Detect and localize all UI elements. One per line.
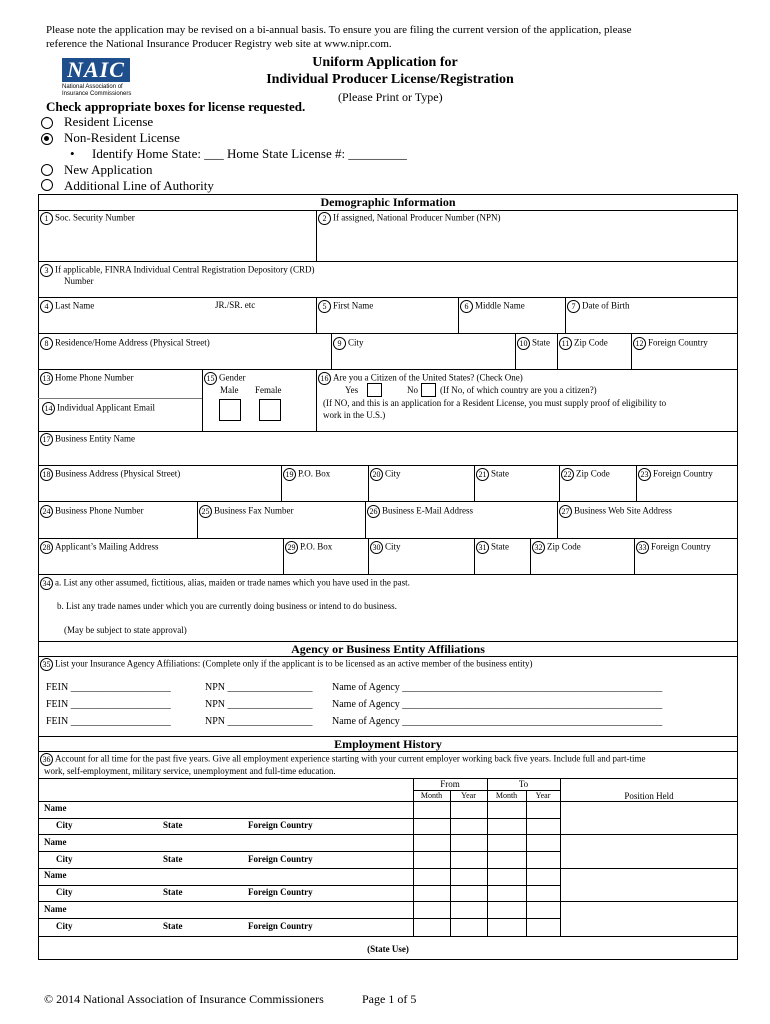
suffix-label: JR./SR. etc — [215, 300, 256, 310]
form-subtitle: (Please Print or Type) — [338, 90, 443, 104]
residence-zip-field[interactable]: 11 Zip Code — [559, 337, 608, 350]
business-fax-field[interactable]: 25 Business Fax Number — [199, 505, 294, 518]
to-month-header: Month — [495, 791, 518, 800]
new-application-radio[interactable] — [41, 164, 53, 176]
notice-line-2: reference the National Insurance Producer Registry web site at www.nipr.com. — [46, 38, 392, 50]
agency-fein-3[interactable]: FEIN ____________________ — [46, 716, 171, 727]
employer-country-2[interactable]: Foreign Country — [248, 854, 313, 864]
other-names-field[interactable]: 34 a. List any other assumed, fictitious, alias, maiden or trade names which you have used in the past. — [40, 577, 410, 590]
naic-logo-subtitle-2: Insurance Commissioners — [62, 91, 132, 97]
citizen-yes-label: Yes — [345, 385, 359, 395]
from-year-header: Year — [461, 791, 476, 800]
additional-loa-radio[interactable] — [41, 179, 53, 191]
agency-name-1[interactable]: Name of Agency ____________________________________________________ — [332, 682, 663, 693]
home-phone-field[interactable]: 13 Home Phone Number — [40, 372, 134, 385]
employer-city-2[interactable]: City — [56, 854, 73, 864]
mailing-zip-field[interactable]: 32 Zip Code — [532, 541, 581, 554]
citizen-yes-checkbox[interactable] — [367, 383, 382, 397]
business-entity-name-field[interactable]: 17 Business Entity Name — [40, 433, 135, 446]
business-address-field[interactable]: 18 Business Address (Physical Street) — [40, 468, 180, 481]
mailing-city-field[interactable]: 30 City — [370, 541, 401, 554]
employer-city-3[interactable]: City — [56, 887, 73, 897]
employer-country-4[interactable]: Foreign Country — [248, 921, 313, 931]
residence-state-field[interactable]: 10 State — [517, 337, 550, 350]
business-country-field[interactable]: 23 Foreign Country — [638, 468, 713, 481]
state-approval-note: (May be subject to state approval) — [64, 625, 187, 635]
notice-line-1: Please note the application may be revised on a bi-annual basis. To ensure you are filing the current version of the application, please — [46, 24, 632, 36]
agency-affiliations-instructions: 35 List your Insurance Agency Affiliations: (Complete only if the applicant is to be licensed as an active member of the business entity) — [40, 658, 532, 671]
non-resident-license-radio[interactable] — [41, 133, 53, 145]
mailing-country-field[interactable]: 33 Foreign Country — [636, 541, 711, 554]
citizenship-country-label: (If No, of which country are you a citizen?) — [440, 385, 597, 395]
last-name-field[interactable]: 4 Last Name — [40, 300, 94, 313]
ssn-field[interactable]: 1 Soc. Security Number — [40, 212, 135, 225]
employer-country-3[interactable]: Foreign Country — [248, 887, 313, 897]
employment-instructions: 36 Account for all time for the past five years. Give all employment experience starting with your current employer working back five years. Include full and part-time — [40, 753, 646, 766]
employer-name-1[interactable]: Name — [44, 803, 67, 813]
middle-name-field[interactable]: 6 Middle Name — [460, 300, 525, 313]
employer-name-4[interactable]: Name — [44, 904, 67, 914]
gender-male-label: Male — [220, 385, 239, 395]
state-use-label: (State Use) — [367, 944, 409, 954]
date-of-birth-field[interactable]: 7 Date of Birth — [567, 300, 630, 313]
business-email-field[interactable]: 26 Business E-Mail Address — [367, 505, 473, 518]
first-name-field[interactable]: 5 First Name — [318, 300, 373, 313]
npn-field[interactable]: 2 If assigned, National Producer Number (NPN) — [318, 212, 500, 225]
residence-city-field[interactable]: 9 City — [333, 337, 364, 350]
employer-country-1[interactable]: Foreign Country — [248, 820, 313, 830]
citizen-no-label: No — [407, 385, 418, 395]
citizenship-note-2: work in the U.S.) — [323, 410, 386, 420]
mailing-address-field[interactable]: 28 Applicant’s Mailing Address — [40, 541, 159, 554]
form-title-1: Uniform Application for — [312, 55, 458, 70]
citizenship-note-1: (If NO, and this is an application for a Resident License, you must supply proof of eligibility to — [323, 398, 667, 408]
business-zip-field[interactable]: 22 Zip Code — [561, 468, 610, 481]
mailing-state-field[interactable]: 31 State — [476, 541, 509, 554]
naic-logo-mark: NAIC — [62, 58, 130, 82]
agency-fein-1[interactable]: FEIN ____________________ — [46, 682, 171, 693]
business-state-field[interactable]: 21 State — [476, 468, 509, 481]
to-year-header: Year — [535, 791, 551, 800]
check-instructions: Check appropriate boxes for license requested. — [46, 99, 306, 114]
employer-state-3[interactable]: State — [163, 887, 183, 897]
business-phone-field[interactable]: 24 Business Phone Number — [40, 505, 144, 518]
employment-instructions-2: work, self-employment, military service, unemployment and full-time education. — [44, 766, 336, 776]
demographic-heading: Demographic Information — [320, 195, 456, 209]
copyright-notice: © 2014 National Association of Insurance Commissioners — [44, 992, 324, 1006]
business-website-field[interactable]: 27 Business Web Site Address — [559, 505, 672, 518]
gender-female-label: Female — [255, 385, 282, 395]
employer-state-4[interactable]: State — [163, 921, 183, 931]
additional-loa-label: Additional Line of Authority — [64, 178, 214, 193]
citizen-no-checkbox[interactable] — [421, 383, 436, 397]
employer-state-1[interactable]: State — [163, 820, 183, 830]
employer-state-2[interactable]: State — [163, 854, 183, 864]
agency-fein-2[interactable]: FEIN ____________________ — [46, 699, 171, 710]
residence-address-field[interactable]: 8 Residence/Home Address (Physical Street) — [40, 337, 210, 350]
employer-city-1[interactable]: City — [56, 820, 73, 830]
naic-logo-subtitle-1: National Association of — [62, 84, 123, 90]
employment-heading: Employment History — [334, 737, 442, 751]
business-city-field[interactable]: 20 City — [370, 468, 401, 481]
gender-label: 15 Gender — [204, 372, 246, 385]
application-form-frame — [38, 194, 738, 937]
new-application-label: New Application — [64, 162, 153, 177]
from-month-header: Month — [420, 791, 443, 800]
agency-npn-1[interactable]: NPN _________________ — [205, 682, 313, 693]
position-held-header: Position Held — [624, 791, 674, 801]
agency-name-3[interactable]: Name of Agency ____________________________________________________ — [332, 716, 663, 727]
agency-name-2[interactable]: Name of Agency ____________________________________________________ — [332, 699, 663, 710]
citizenship-question: 16 Are you a Citizen of the United States? (Check One) — [318, 372, 523, 385]
from-header: From — [440, 779, 460, 789]
non-resident-license-label: Non-Resident License — [64, 130, 180, 145]
agency-heading: Agency or Business Entity Affiliations — [291, 642, 485, 656]
crd-field[interactable]: 3 If applicable, FINRA Individual Central Registration Depository (CRD) — [40, 264, 314, 277]
gender-female-checkbox[interactable] — [259, 399, 281, 421]
mailing-po-box-field[interactable]: 29 P.O. Box — [285, 541, 332, 554]
employer-name-2[interactable]: Name — [44, 837, 67, 847]
resident-license-label: Resident License — [64, 114, 154, 129]
home-state-line: Identify Home State: ___ Home State License #: _________ — [92, 146, 407, 161]
resident-license-radio[interactable] — [41, 117, 53, 129]
crd-number-label: Number — [64, 276, 94, 286]
employer-name-3[interactable]: Name — [44, 870, 67, 880]
to-header: To — [518, 779, 529, 789]
agency-npn-2[interactable]: NPN _________________ — [205, 699, 313, 710]
page-number: Page 1 of 5 — [362, 992, 417, 1006]
business-po-box-field[interactable]: 19 P.O. Box — [283, 468, 330, 481]
gender-male-checkbox[interactable] — [219, 399, 241, 421]
agency-npn-3[interactable]: NPN _________________ — [205, 716, 313, 727]
employer-city-4[interactable]: City — [56, 921, 73, 931]
residence-country-field[interactable]: 12 Foreign Country — [633, 337, 708, 350]
trade-names-label: b. List any trade names under which you are currently doing business or intend to do business. — [57, 601, 397, 611]
bullet: • — [70, 146, 75, 161]
form-title-2: Individual Producer License/Registration — [266, 72, 514, 87]
applicant-email-field[interactable]: 14 Individual Applicant Email — [42, 402, 155, 415]
